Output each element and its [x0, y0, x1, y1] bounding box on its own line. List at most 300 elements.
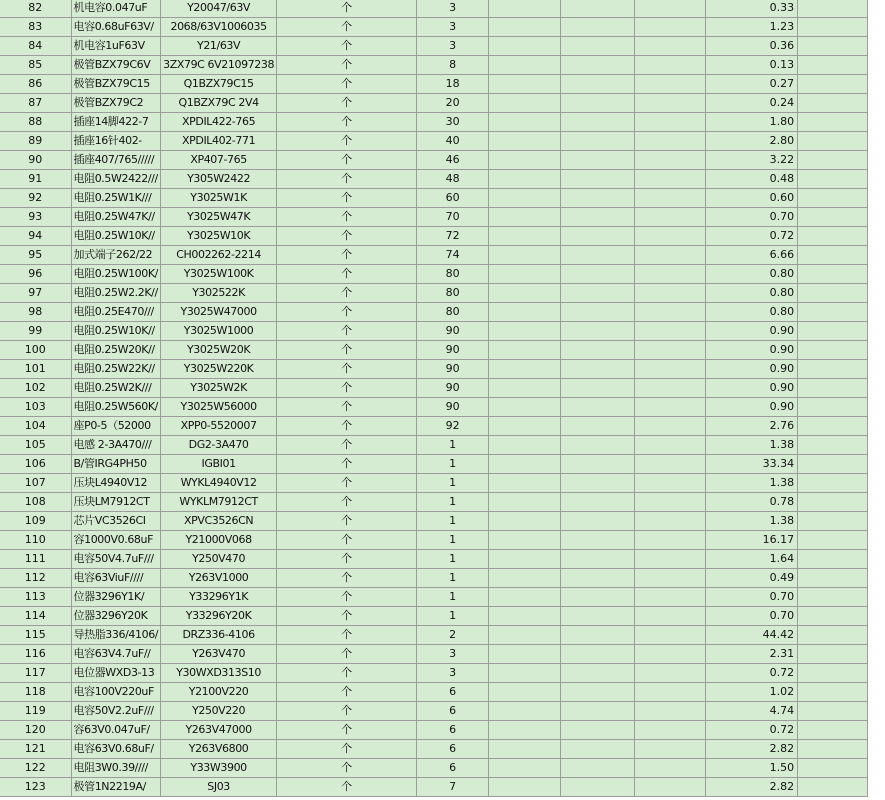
empty-cell[interactable]: [561, 208, 635, 227]
empty-cell[interactable]: [489, 550, 561, 569]
empty-cell[interactable]: [489, 683, 561, 702]
amount-cell[interactable]: 1.38: [706, 474, 798, 493]
item-name-cell[interactable]: 电阻0.25E470///: [71, 303, 161, 322]
amount-cell[interactable]: 0.78: [706, 493, 798, 512]
empty-cell[interactable]: [489, 132, 561, 151]
empty-cell[interactable]: [489, 94, 561, 113]
row-number-cell[interactable]: 98: [0, 303, 71, 322]
model-cell[interactable]: Q1BZX79C 2V4: [161, 94, 277, 113]
item-name-cell[interactable]: 容1000V0.68uF: [71, 531, 161, 550]
empty-cell[interactable]: [561, 778, 635, 797]
quantity-cell[interactable]: 46: [417, 151, 489, 170]
row-number-cell[interactable]: 88: [0, 113, 71, 132]
row-number-cell[interactable]: 117: [0, 664, 71, 683]
row-number-cell[interactable]: 109: [0, 512, 71, 531]
model-cell[interactable]: Y263V1000: [161, 569, 277, 588]
empty-cell[interactable]: [561, 94, 635, 113]
model-cell[interactable]: XPDIL402-771: [161, 132, 277, 151]
empty-cell[interactable]: [635, 170, 706, 189]
unit-cell[interactable]: 个: [277, 18, 417, 37]
row-number-cell[interactable]: 122: [0, 759, 71, 778]
quantity-cell[interactable]: 92: [417, 417, 489, 436]
amount-cell[interactable]: 1.02: [706, 683, 798, 702]
amount-cell[interactable]: 0.27: [706, 75, 798, 94]
row-number-cell[interactable]: 89: [0, 132, 71, 151]
empty-cell[interactable]: [635, 227, 706, 246]
item-name-cell[interactable]: 电阻0.5W2422///: [71, 170, 161, 189]
empty-cell[interactable]: [561, 18, 635, 37]
unit-cell[interactable]: 个: [277, 664, 417, 683]
item-name-cell[interactable]: 电容63ViuF////: [71, 569, 161, 588]
amount-cell[interactable]: 0.49: [706, 569, 798, 588]
model-cell[interactable]: 3ZX79C 6V21097238: [161, 56, 277, 75]
quantity-cell[interactable]: 80: [417, 303, 489, 322]
row-number-cell[interactable]: 83: [0, 18, 71, 37]
empty-cell[interactable]: [489, 265, 561, 284]
model-cell[interactable]: Y3025W100K: [161, 265, 277, 284]
empty-cell[interactable]: [561, 417, 635, 436]
quantity-cell[interactable]: 1: [417, 512, 489, 531]
empty-cell[interactable]: [635, 683, 706, 702]
empty-cell[interactable]: [561, 550, 635, 569]
row-number-cell[interactable]: 84: [0, 37, 71, 56]
empty-cell[interactable]: [489, 778, 561, 797]
empty-cell[interactable]: [798, 341, 868, 360]
amount-cell[interactable]: 1.23: [706, 18, 798, 37]
amount-cell[interactable]: 0.13: [706, 56, 798, 75]
empty-cell[interactable]: [798, 645, 868, 664]
item-name-cell[interactable]: 电容50V4.7uF///: [71, 550, 161, 569]
empty-cell[interactable]: [489, 246, 561, 265]
quantity-cell[interactable]: 6: [417, 721, 489, 740]
item-name-cell[interactable]: 压块L4940V12: [71, 474, 161, 493]
quantity-cell[interactable]: 18: [417, 75, 489, 94]
amount-cell[interactable]: 0.90: [706, 398, 798, 417]
empty-cell[interactable]: [489, 436, 561, 455]
unit-cell[interactable]: 个: [277, 170, 417, 189]
empty-cell[interactable]: [561, 322, 635, 341]
empty-cell[interactable]: [798, 170, 868, 189]
model-cell[interactable]: Y3025W1000: [161, 322, 277, 341]
item-name-cell[interactable]: 加式端子262/22: [71, 246, 161, 265]
empty-cell[interactable]: [489, 664, 561, 683]
empty-cell[interactable]: [489, 284, 561, 303]
amount-cell[interactable]: 0.90: [706, 322, 798, 341]
empty-cell[interactable]: [798, 721, 868, 740]
empty-cell[interactable]: [798, 303, 868, 322]
empty-cell[interactable]: [635, 436, 706, 455]
empty-cell[interactable]: [798, 379, 868, 398]
quantity-cell[interactable]: 6: [417, 683, 489, 702]
empty-cell[interactable]: [635, 607, 706, 626]
empty-cell[interactable]: [489, 531, 561, 550]
empty-cell[interactable]: [561, 113, 635, 132]
empty-cell[interactable]: [561, 246, 635, 265]
empty-cell[interactable]: [489, 170, 561, 189]
row-number-cell[interactable]: 111: [0, 550, 71, 569]
empty-cell[interactable]: [798, 664, 868, 683]
row-number-cell[interactable]: 95: [0, 246, 71, 265]
item-name-cell[interactable]: 极管1N2219A/: [71, 778, 161, 797]
empty-cell[interactable]: [561, 284, 635, 303]
empty-cell[interactable]: [798, 588, 868, 607]
quantity-cell[interactable]: 48: [417, 170, 489, 189]
model-cell[interactable]: Y3025W20K: [161, 341, 277, 360]
empty-cell[interactable]: [798, 759, 868, 778]
item-name-cell[interactable]: 电阻0.25W2K///: [71, 379, 161, 398]
amount-cell[interactable]: 2.76: [706, 417, 798, 436]
empty-cell[interactable]: [635, 455, 706, 474]
amount-cell[interactable]: 1.38: [706, 436, 798, 455]
empty-cell[interactable]: [489, 0, 561, 18]
item-name-cell[interactable]: 插座14脚422-7: [71, 113, 161, 132]
empty-cell[interactable]: [635, 113, 706, 132]
unit-cell[interactable]: 个: [277, 512, 417, 531]
amount-cell[interactable]: 0.33: [706, 0, 798, 18]
amount-cell[interactable]: 3.22: [706, 151, 798, 170]
model-cell[interactable]: DRZ336-4106: [161, 626, 277, 645]
empty-cell[interactable]: [635, 474, 706, 493]
model-cell[interactable]: Y302522K: [161, 284, 277, 303]
model-cell[interactable]: Y305W2422: [161, 170, 277, 189]
item-name-cell[interactable]: 机电容0.047uF: [71, 0, 161, 18]
empty-cell[interactable]: [489, 512, 561, 531]
empty-cell[interactable]: [489, 208, 561, 227]
row-number-cell[interactable]: 103: [0, 398, 71, 417]
unit-cell[interactable]: 个: [277, 607, 417, 626]
empty-cell[interactable]: [798, 56, 868, 75]
empty-cell[interactable]: [635, 265, 706, 284]
amount-cell[interactable]: 2.31: [706, 645, 798, 664]
row-number-cell[interactable]: 97: [0, 284, 71, 303]
quantity-cell[interactable]: 3: [417, 37, 489, 56]
item-name-cell[interactable]: 电阻0.25W100K/: [71, 265, 161, 284]
empty-cell[interactable]: [635, 512, 706, 531]
empty-cell[interactable]: [635, 284, 706, 303]
empty-cell[interactable]: [561, 132, 635, 151]
item-name-cell[interactable]: 座P0-5（52000: [71, 417, 161, 436]
model-cell[interactable]: IGBI01: [161, 455, 277, 474]
empty-cell[interactable]: [489, 702, 561, 721]
empty-cell[interactable]: [489, 189, 561, 208]
row-number-cell[interactable]: 86: [0, 75, 71, 94]
empty-cell[interactable]: [798, 189, 868, 208]
empty-cell[interactable]: [798, 550, 868, 569]
empty-cell[interactable]: [489, 721, 561, 740]
empty-cell[interactable]: [635, 303, 706, 322]
item-name-cell[interactable]: 电感 2-3A470///: [71, 436, 161, 455]
amount-cell[interactable]: 0.90: [706, 379, 798, 398]
empty-cell[interactable]: [561, 531, 635, 550]
unit-cell[interactable]: 个: [277, 436, 417, 455]
model-cell[interactable]: Y33296Y1K: [161, 588, 277, 607]
quantity-cell[interactable]: 30: [417, 113, 489, 132]
empty-cell[interactable]: [798, 284, 868, 303]
unit-cell[interactable]: 个: [277, 474, 417, 493]
item-name-cell[interactable]: 极管BZX79C6V: [71, 56, 161, 75]
item-name-cell[interactable]: 压块LM7912CT: [71, 493, 161, 512]
empty-cell[interactable]: [561, 379, 635, 398]
amount-cell[interactable]: 16.17: [706, 531, 798, 550]
empty-cell[interactable]: [635, 56, 706, 75]
empty-cell[interactable]: [561, 569, 635, 588]
amount-cell[interactable]: 0.80: [706, 284, 798, 303]
quantity-cell[interactable]: 1: [417, 588, 489, 607]
amount-cell[interactable]: 44.42: [706, 626, 798, 645]
empty-cell[interactable]: [635, 189, 706, 208]
empty-cell[interactable]: [635, 360, 706, 379]
amount-cell[interactable]: 0.60: [706, 189, 798, 208]
model-cell[interactable]: Y21000V068: [161, 531, 277, 550]
model-cell[interactable]: Y2100V220: [161, 683, 277, 702]
row-number-cell[interactable]: 107: [0, 474, 71, 493]
empty-cell[interactable]: [798, 493, 868, 512]
model-cell[interactable]: Y3025W220K: [161, 360, 277, 379]
empty-cell[interactable]: [561, 436, 635, 455]
unit-cell[interactable]: 个: [277, 341, 417, 360]
row-number-cell[interactable]: 92: [0, 189, 71, 208]
row-number-cell[interactable]: 106: [0, 455, 71, 474]
model-cell[interactable]: Y263V47000: [161, 721, 277, 740]
unit-cell[interactable]: 个: [277, 56, 417, 75]
model-cell[interactable]: Y3025W56000: [161, 398, 277, 417]
empty-cell[interactable]: [489, 417, 561, 436]
unit-cell[interactable]: 个: [277, 284, 417, 303]
amount-cell[interactable]: 0.80: [706, 303, 798, 322]
row-number-cell[interactable]: 104: [0, 417, 71, 436]
row-number-cell[interactable]: 120: [0, 721, 71, 740]
model-cell[interactable]: 2068/63V1006035: [161, 18, 277, 37]
unit-cell[interactable]: 个: [277, 151, 417, 170]
row-number-cell[interactable]: 110: [0, 531, 71, 550]
quantity-cell[interactable]: 1: [417, 607, 489, 626]
empty-cell[interactable]: [489, 379, 561, 398]
empty-cell[interactable]: [798, 683, 868, 702]
row-number-cell[interactable]: 115: [0, 626, 71, 645]
unit-cell[interactable]: 个: [277, 379, 417, 398]
empty-cell[interactable]: [489, 455, 561, 474]
row-number-cell[interactable]: 116: [0, 645, 71, 664]
quantity-cell[interactable]: 90: [417, 360, 489, 379]
model-cell[interactable]: Y3025W1K: [161, 189, 277, 208]
model-cell[interactable]: XPDIL422-765: [161, 113, 277, 132]
empty-cell[interactable]: [561, 189, 635, 208]
row-number-cell[interactable]: 113: [0, 588, 71, 607]
quantity-cell[interactable]: 6: [417, 740, 489, 759]
row-number-cell[interactable]: 82: [0, 0, 71, 18]
empty-cell[interactable]: [635, 75, 706, 94]
amount-cell[interactable]: 2.82: [706, 740, 798, 759]
empty-cell[interactable]: [798, 0, 868, 18]
item-name-cell[interactable]: 芯片VC3526CI: [71, 512, 161, 531]
quantity-cell[interactable]: 90: [417, 341, 489, 360]
empty-cell[interactable]: [561, 360, 635, 379]
item-name-cell[interactable]: 极管BZX79C15: [71, 75, 161, 94]
empty-cell[interactable]: [489, 75, 561, 94]
row-number-cell[interactable]: 101: [0, 360, 71, 379]
empty-cell[interactable]: [798, 531, 868, 550]
model-cell[interactable]: Y30WXD313S10: [161, 664, 277, 683]
row-number-cell[interactable]: 105: [0, 436, 71, 455]
quantity-cell[interactable]: 1: [417, 436, 489, 455]
model-cell[interactable]: Y21/63V: [161, 37, 277, 56]
quantity-cell[interactable]: 80: [417, 284, 489, 303]
empty-cell[interactable]: [798, 94, 868, 113]
quantity-cell[interactable]: 1: [417, 531, 489, 550]
quantity-cell[interactable]: 80: [417, 265, 489, 284]
empty-cell[interactable]: [561, 607, 635, 626]
unit-cell[interactable]: 个: [277, 778, 417, 797]
empty-cell[interactable]: [798, 607, 868, 626]
empty-cell[interactable]: [561, 759, 635, 778]
empty-cell[interactable]: [561, 341, 635, 360]
unit-cell[interactable]: 个: [277, 132, 417, 151]
empty-cell[interactable]: [635, 417, 706, 436]
unit-cell[interactable]: 个: [277, 759, 417, 778]
empty-cell[interactable]: [798, 132, 868, 151]
amount-cell[interactable]: 6.66: [706, 246, 798, 265]
row-number-cell[interactable]: 121: [0, 740, 71, 759]
amount-cell[interactable]: 0.80: [706, 265, 798, 284]
empty-cell[interactable]: [489, 151, 561, 170]
quantity-cell[interactable]: 70: [417, 208, 489, 227]
empty-cell[interactable]: [561, 702, 635, 721]
row-number-cell[interactable]: 108: [0, 493, 71, 512]
item-name-cell[interactable]: 电阻0.25W560K/: [71, 398, 161, 417]
quantity-cell[interactable]: 1: [417, 493, 489, 512]
quantity-cell[interactable]: 1: [417, 455, 489, 474]
empty-cell[interactable]: [489, 18, 561, 37]
empty-cell[interactable]: [561, 56, 635, 75]
item-name-cell[interactable]: 电阻0.25W1K///: [71, 189, 161, 208]
empty-cell[interactable]: [635, 759, 706, 778]
model-cell[interactable]: Y263V470: [161, 645, 277, 664]
empty-cell[interactable]: [635, 702, 706, 721]
item-name-cell[interactable]: 极管BZX79C2: [71, 94, 161, 113]
quantity-cell[interactable]: 7: [417, 778, 489, 797]
row-number-cell[interactable]: 87: [0, 94, 71, 113]
empty-cell[interactable]: [798, 417, 868, 436]
model-cell[interactable]: Y3025W10K: [161, 227, 277, 246]
unit-cell[interactable]: 个: [277, 740, 417, 759]
empty-cell[interactable]: [561, 626, 635, 645]
empty-cell[interactable]: [561, 664, 635, 683]
model-cell[interactable]: CH002262-2214: [161, 246, 277, 265]
empty-cell[interactable]: [561, 512, 635, 531]
item-name-cell[interactable]: 电阻0.25W10K//: [71, 227, 161, 246]
quantity-cell[interactable]: 8: [417, 56, 489, 75]
item-name-cell[interactable]: 位器3296Y20K: [71, 607, 161, 626]
empty-cell[interactable]: [561, 0, 635, 18]
empty-cell[interactable]: [798, 208, 868, 227]
empty-cell[interactable]: [635, 208, 706, 227]
empty-cell[interactable]: [798, 322, 868, 341]
empty-cell[interactable]: [635, 322, 706, 341]
unit-cell[interactable]: 个: [277, 303, 417, 322]
amount-cell[interactable]: 0.36: [706, 37, 798, 56]
empty-cell[interactable]: [489, 588, 561, 607]
amount-cell[interactable]: 2.80: [706, 132, 798, 151]
row-number-cell[interactable]: 119: [0, 702, 71, 721]
quantity-cell[interactable]: 90: [417, 379, 489, 398]
empty-cell[interactable]: [561, 398, 635, 417]
empty-cell[interactable]: [635, 246, 706, 265]
model-cell[interactable]: Y33296Y20K: [161, 607, 277, 626]
quantity-cell[interactable]: 3: [417, 645, 489, 664]
empty-cell[interactable]: [635, 626, 706, 645]
empty-cell[interactable]: [798, 227, 868, 246]
empty-cell[interactable]: [798, 512, 868, 531]
row-number-cell[interactable]: 123: [0, 778, 71, 797]
model-cell[interactable]: Y250V220: [161, 702, 277, 721]
model-cell[interactable]: Y3025W2K: [161, 379, 277, 398]
item-name-cell[interactable]: B/管IRG4PH50: [71, 455, 161, 474]
quantity-cell[interactable]: 6: [417, 759, 489, 778]
model-cell[interactable]: DG2-3A470: [161, 436, 277, 455]
amount-cell[interactable]: 0.70: [706, 208, 798, 227]
empty-cell[interactable]: [798, 75, 868, 94]
empty-cell[interactable]: [561, 265, 635, 284]
unit-cell[interactable]: 个: [277, 398, 417, 417]
amount-cell[interactable]: 0.72: [706, 227, 798, 246]
amount-cell[interactable]: 0.70: [706, 607, 798, 626]
empty-cell[interactable]: [798, 37, 868, 56]
amount-cell[interactable]: 33.34: [706, 455, 798, 474]
unit-cell[interactable]: 个: [277, 189, 417, 208]
unit-cell[interactable]: 个: [277, 37, 417, 56]
empty-cell[interactable]: [635, 341, 706, 360]
amount-cell[interactable]: 0.72: [706, 721, 798, 740]
empty-cell[interactable]: [798, 740, 868, 759]
empty-cell[interactable]: [561, 75, 635, 94]
item-name-cell[interactable]: 电阻0.25W2.2K//: [71, 284, 161, 303]
empty-cell[interactable]: [561, 37, 635, 56]
empty-cell[interactable]: [635, 740, 706, 759]
quantity-cell[interactable]: 1: [417, 474, 489, 493]
unit-cell[interactable]: 个: [277, 246, 417, 265]
item-name-cell[interactable]: 电容63V4.7uF//: [71, 645, 161, 664]
item-name-cell[interactable]: 插座16针402-: [71, 132, 161, 151]
model-cell[interactable]: WYKL4940V12: [161, 474, 277, 493]
empty-cell[interactable]: [489, 740, 561, 759]
quantity-cell[interactable]: 90: [417, 322, 489, 341]
empty-cell[interactable]: [798, 246, 868, 265]
empty-cell[interactable]: [489, 56, 561, 75]
model-cell[interactable]: Y3025W47K: [161, 208, 277, 227]
item-name-cell[interactable]: 插座407/765/////: [71, 151, 161, 170]
empty-cell[interactable]: [635, 0, 706, 18]
row-number-cell[interactable]: 85: [0, 56, 71, 75]
unit-cell[interactable]: 个: [277, 569, 417, 588]
empty-cell[interactable]: [489, 303, 561, 322]
row-number-cell[interactable]: 102: [0, 379, 71, 398]
empty-cell[interactable]: [489, 360, 561, 379]
empty-cell[interactable]: [635, 18, 706, 37]
empty-cell[interactable]: [798, 474, 868, 493]
quantity-cell[interactable]: 74: [417, 246, 489, 265]
empty-cell[interactable]: [561, 645, 635, 664]
quantity-cell[interactable]: 3: [417, 664, 489, 683]
row-number-cell[interactable]: 118: [0, 683, 71, 702]
empty-cell[interactable]: [635, 569, 706, 588]
empty-cell[interactable]: [798, 265, 868, 284]
empty-cell[interactable]: [561, 740, 635, 759]
empty-cell[interactable]: [489, 607, 561, 626]
empty-cell[interactable]: [561, 683, 635, 702]
empty-cell[interactable]: [798, 626, 868, 645]
model-cell[interactable]: Y250V470: [161, 550, 277, 569]
item-name-cell[interactable]: 容63V0.047uF/: [71, 721, 161, 740]
